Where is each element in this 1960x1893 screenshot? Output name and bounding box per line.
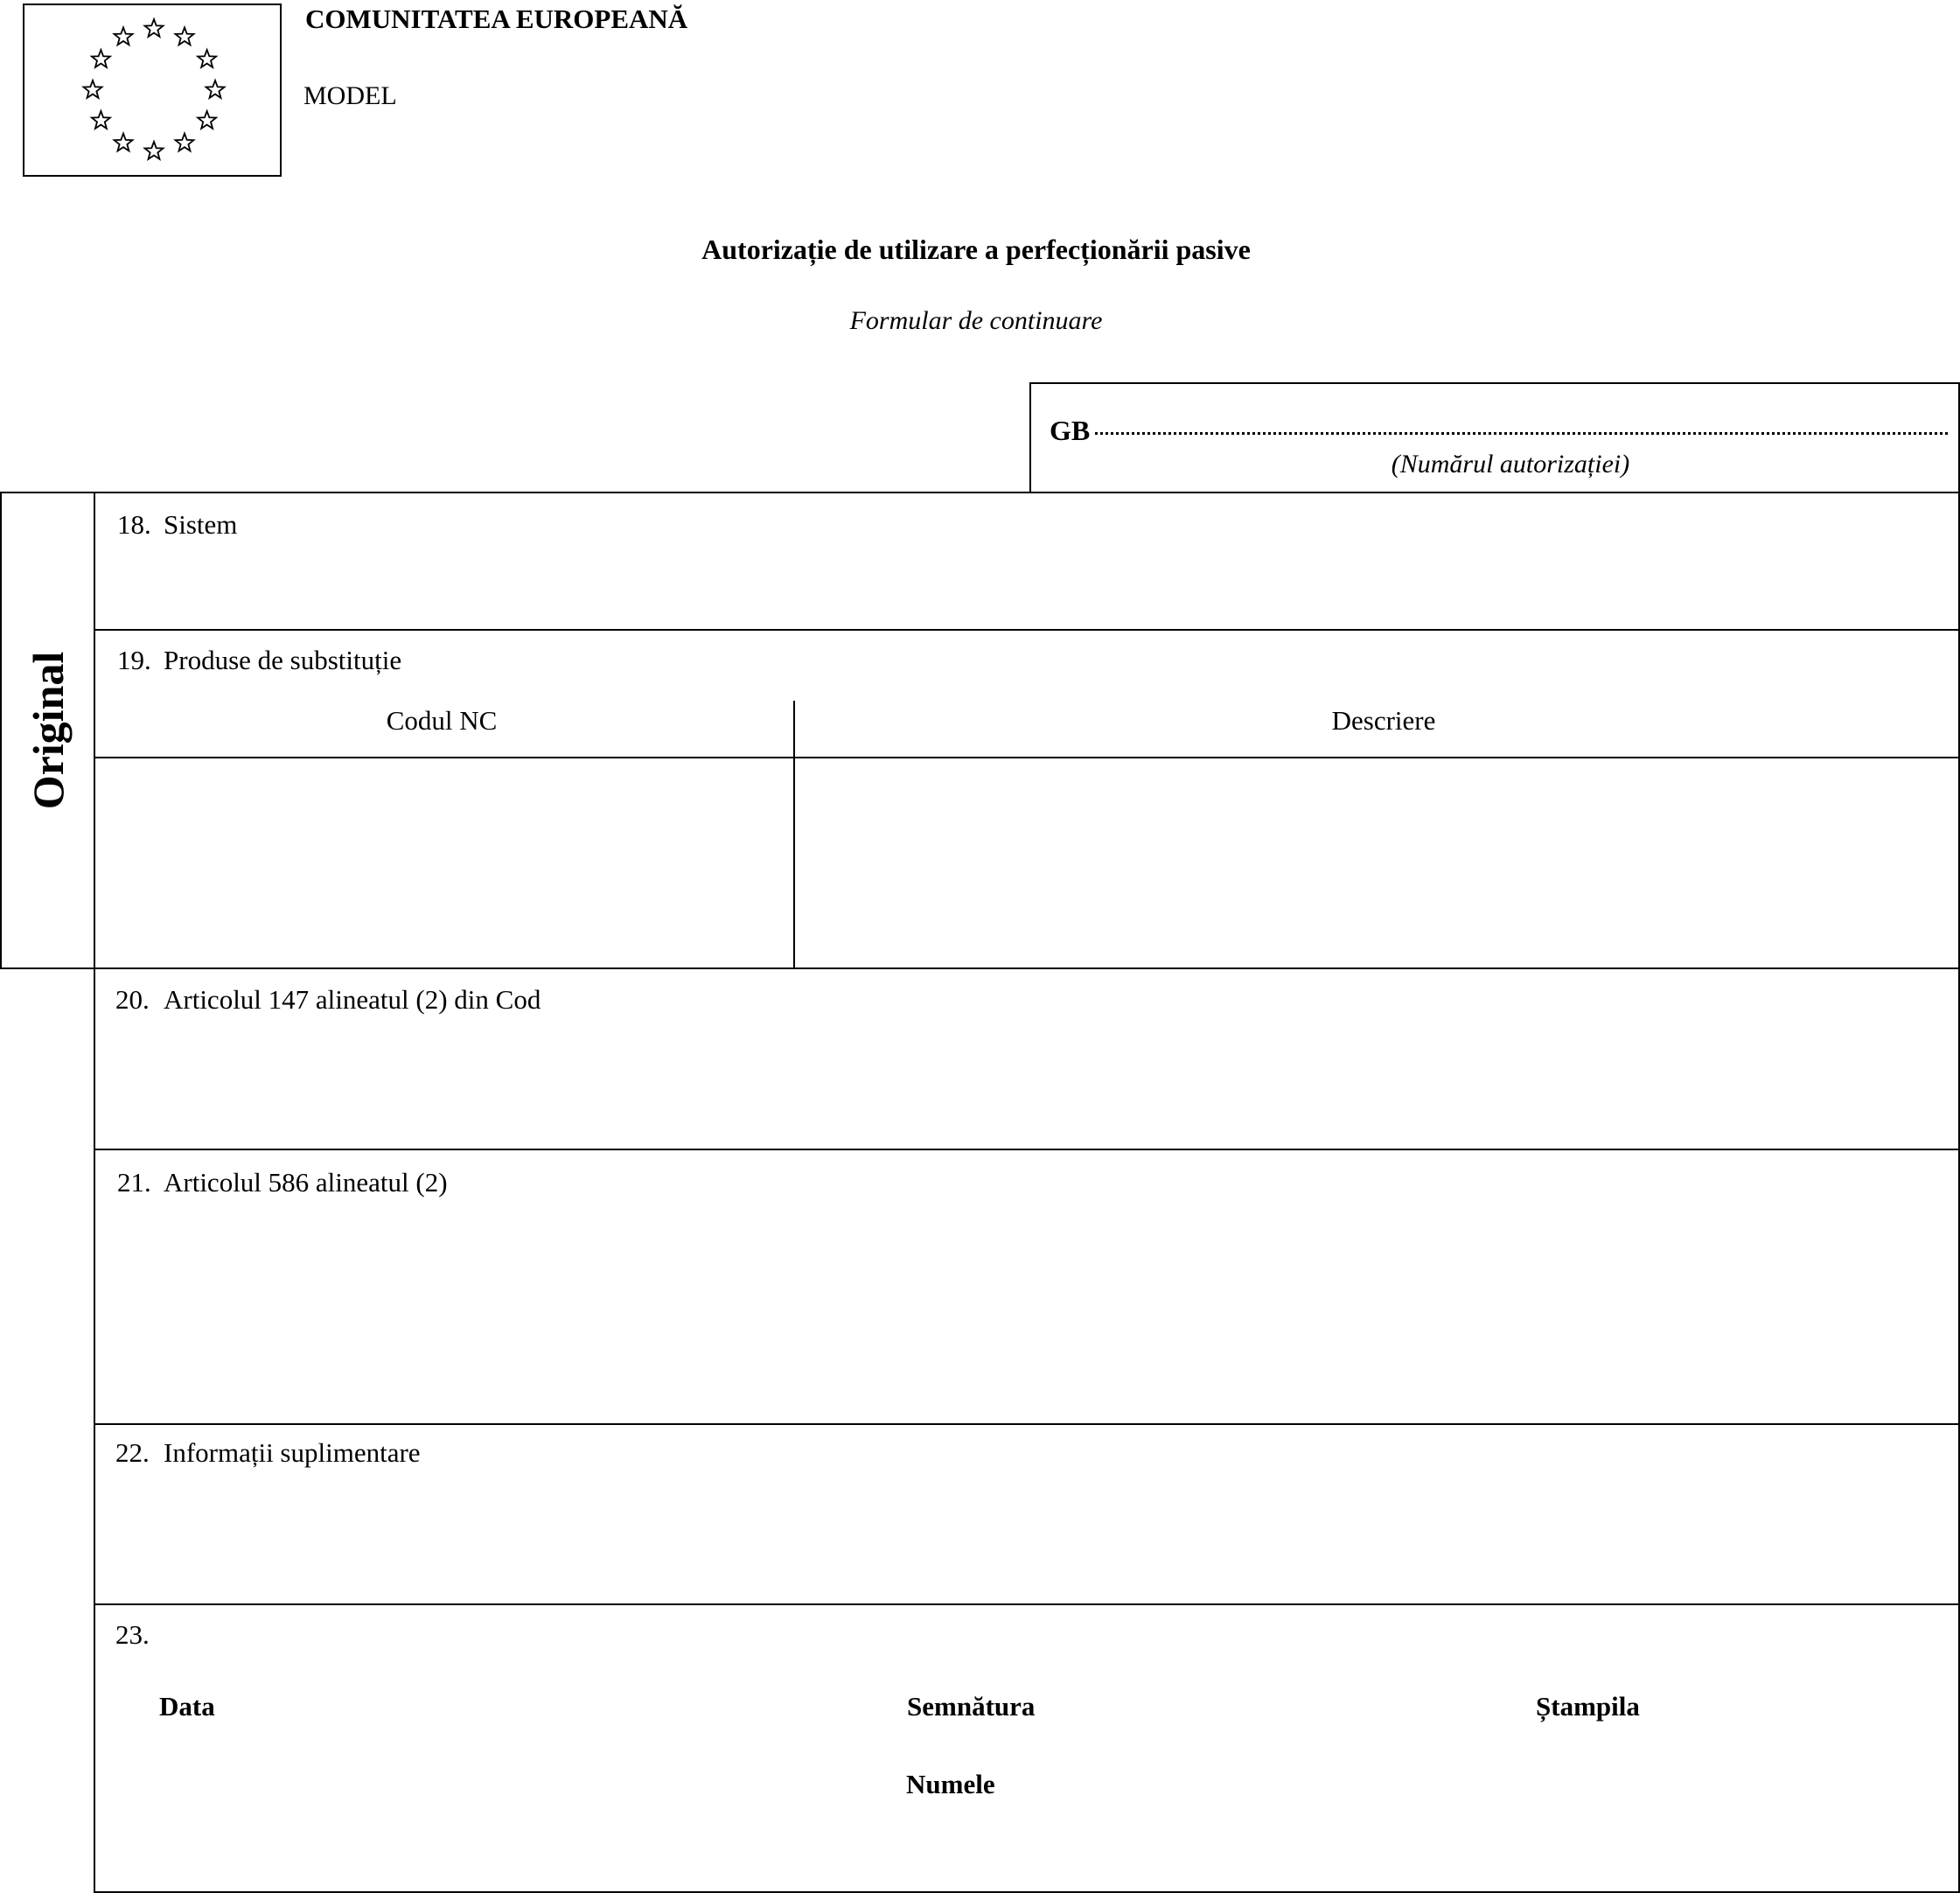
field-23-signature-input[interactable] — [901, 1811, 1469, 1890]
field-18-number: 18. — [117, 509, 151, 540]
star-icon — [92, 111, 110, 129]
authorization-caption: (Numărul autorizației) — [1391, 450, 1630, 478]
field-19-number: 19. — [117, 645, 151, 675]
field-22-input[interactable] — [95, 1471, 1958, 1603]
field-18-input[interactable] — [95, 542, 1958, 628]
field-21-label: Articolul 586 alineatul (2) — [164, 1167, 448, 1198]
field-20-label: Articolul 147 alineatul (2) din Cod — [164, 984, 541, 1015]
star-icon — [145, 142, 164, 159]
stars-circle-icon — [24, 5, 283, 178]
field-20-input[interactable] — [95, 1018, 1958, 1148]
field-19-nc-code-input[interactable] — [95, 758, 792, 967]
star-icon — [198, 111, 216, 129]
row-19-top — [94, 629, 1960, 631]
field-20-number: 20. — [115, 984, 150, 1015]
column-header-description: Descriere — [1331, 705, 1436, 736]
authorization-prefix: GB — [1050, 415, 1091, 446]
star-icon — [115, 27, 133, 45]
field-21-number: 21. — [117, 1167, 151, 1198]
field-23-stamp-label: Ștampila — [1536, 1691, 1640, 1722]
star-icon — [145, 19, 164, 37]
left-border — [94, 492, 95, 1893]
field-18-label: Sistem — [164, 509, 238, 540]
star-icon — [92, 50, 110, 67]
star-icon — [84, 80, 102, 98]
row-20-top — [0, 967, 1960, 969]
field-23-stamp-area[interactable] — [1531, 1728, 1950, 1890]
field-19-description-input[interactable] — [795, 758, 1958, 967]
row-21-top — [94, 1149, 1960, 1150]
model-label: MODEL — [303, 81, 397, 110]
star-icon — [115, 134, 133, 151]
star-icon — [198, 50, 216, 67]
field-23-signature-label: Semnătura — [907, 1691, 1036, 1722]
page-title: Autorizație de utilizare a perfecționării pasive — [701, 234, 1251, 265]
row-18-top — [0, 492, 1960, 493]
star-icon — [206, 80, 225, 98]
column-header-nc-code: Codul NC — [386, 705, 498, 736]
row-23-top — [94, 1603, 1960, 1605]
field-23-date-input[interactable] — [95, 1728, 708, 1890]
star-icon — [176, 27, 194, 45]
eu-flag-icon — [23, 3, 282, 177]
organization-name: COMUNITATEA EUROPEANĂ — [305, 3, 688, 34]
original-side-label: Original — [24, 651, 73, 810]
field-22-number: 22. — [115, 1437, 150, 1468]
field-23-date-label: Data — [159, 1691, 215, 1722]
row-22-top — [94, 1423, 1960, 1425]
page-subtitle: Formular de continuare — [849, 306, 1103, 335]
field-22-label: Informații suplimentare — [164, 1437, 421, 1468]
field-23-name-label: Numele — [906, 1769, 995, 1799]
authorization-number-field[interactable] — [1095, 432, 1948, 435]
field-21-input[interactable] — [95, 1200, 1958, 1422]
star-icon — [176, 134, 194, 151]
field-19-label: Produse de substituție — [164, 645, 402, 675]
field-23-number: 23. — [115, 1619, 150, 1650]
